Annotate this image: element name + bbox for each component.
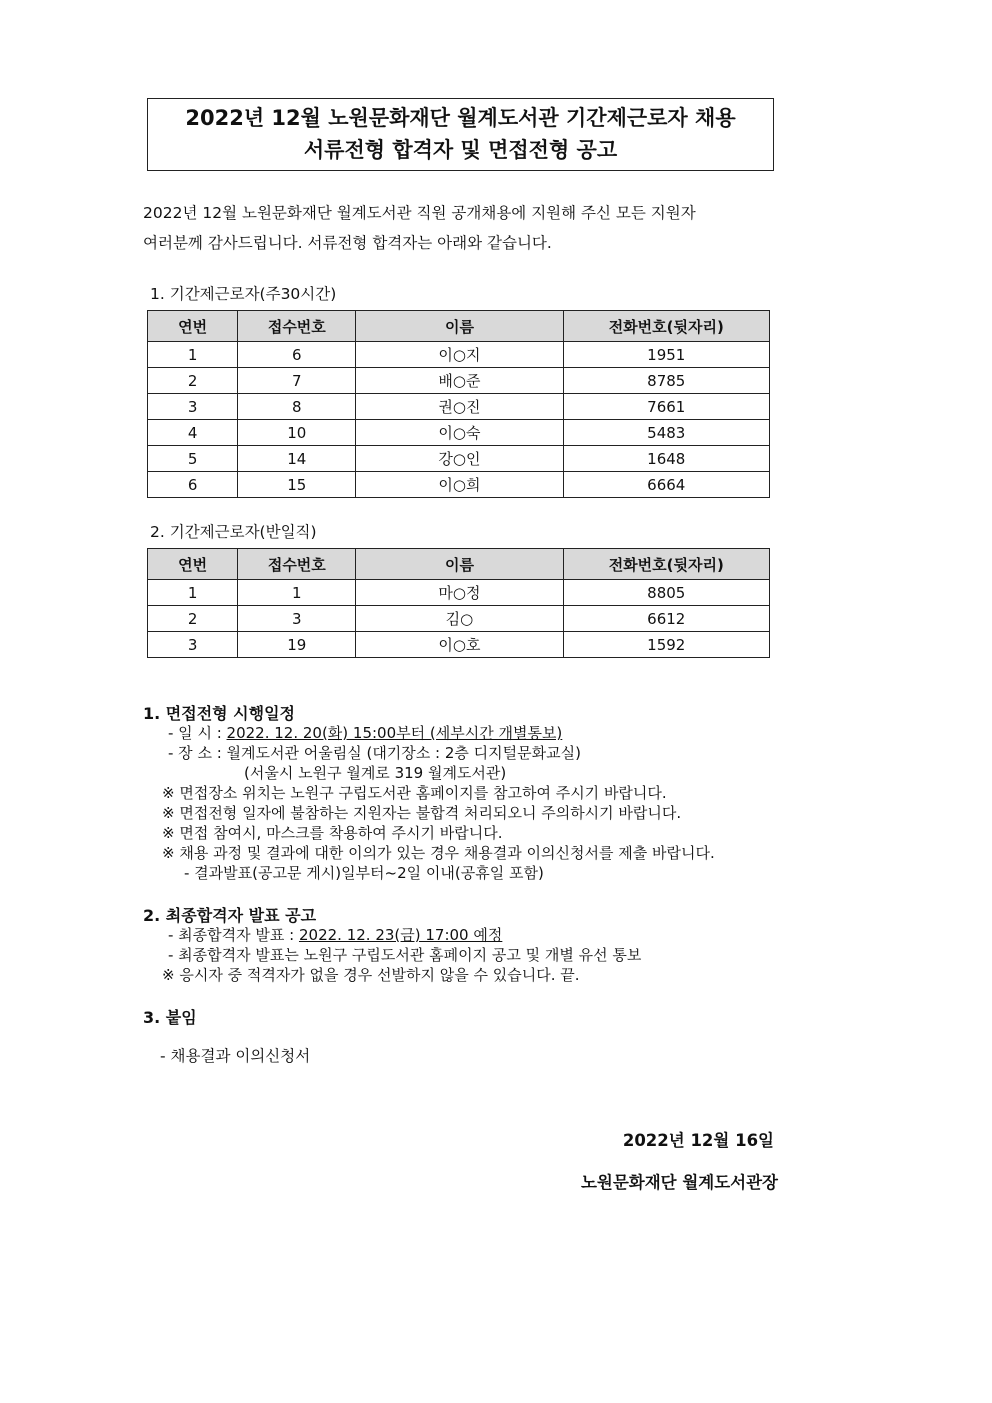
- cell-no: 5: [148, 446, 238, 472]
- table-row: [148, 632, 770, 658]
- cell-receipt: 10: [238, 420, 356, 446]
- attach-heading: 3. 붙임: [143, 1008, 197, 1027]
- interview-place: - 장 소 : 월계도서관 어울림실 (대기장소 : 2층 디지털문화교실): [168, 744, 581, 762]
- intro-line-1: 2022년 12월 노원문화재단 월계도서관 직원 공개채용에 지원해 주신 모든 지원자: [143, 204, 696, 222]
- cell-no: 3: [148, 632, 238, 658]
- signature-date: 2022년 12월 16일: [622, 1131, 774, 1150]
- interview-heading: 1. 면접전형 시행일정: [143, 704, 295, 723]
- cell-name: 이○숙: [356, 420, 563, 446]
- table-row: [148, 420, 770, 446]
- cell-name: 배○준: [356, 368, 563, 394]
- cell-receipt: 1: [238, 580, 356, 606]
- signature-issuer: 노원문화재단 월계도서관장: [580, 1173, 778, 1192]
- cell-no: 4: [148, 420, 238, 446]
- table-row: [148, 394, 770, 420]
- col-header-name: 이름: [356, 549, 563, 580]
- table-row: [148, 472, 770, 498]
- cell-phone: 5483: [563, 420, 769, 446]
- interview-address: (서울시 노원구 월계로 319 월계도서관): [244, 764, 507, 782]
- cell-name: 이○호: [356, 632, 563, 658]
- cell-phone: 6612: [563, 606, 769, 632]
- final-date-value: 2022. 12. 23(금) 17:00 예정: [298, 926, 503, 944]
- cell-phone: 6664: [563, 472, 769, 498]
- cell-phone: 8785: [563, 368, 769, 394]
- cell-phone: 1951: [563, 342, 769, 368]
- cell-no: 1: [148, 580, 238, 606]
- cell-no: 2: [148, 606, 238, 632]
- final-note: ※ 응시자 중 적격자가 없을 경우 선발하지 않을 수 있습니다. 끝.: [162, 966, 580, 984]
- col-header-receipt: 접수번호: [238, 549, 356, 580]
- col-header-no: 연번: [148, 311, 238, 342]
- intro-line-2: 여러분께 감사드립니다. 서류전형 합격자는 아래와 같습니다.: [143, 234, 552, 252]
- interview-note-5: - 결과발표(공고문 게시)일부터~2일 이내(공휴일 포함): [184, 864, 544, 882]
- table1-label: 1. 기간제근로자(주30시간): [150, 285, 337, 303]
- interview-date-value: 2022. 12. 20(화) 15:00부터 (세부시간 개별통보): [226, 724, 563, 742]
- col-header-receipt: 접수번호: [238, 311, 356, 342]
- document-title: [147, 98, 774, 171]
- cell-phone: 1648: [563, 446, 769, 472]
- cell-phone: 7661: [563, 394, 769, 420]
- col-header-no: 연번: [148, 549, 238, 580]
- interview-date-line: [168, 723, 562, 743]
- final-heading: 2. 최종합격자 발표 공고: [143, 906, 317, 925]
- cell-no: 3: [148, 394, 238, 420]
- cell-name: 마○정: [356, 580, 563, 606]
- cell-receipt: 15: [238, 472, 356, 498]
- cell-name: 김○: [356, 606, 563, 632]
- table-row: [148, 580, 770, 606]
- table-row: [148, 368, 770, 394]
- cell-phone: 8805: [563, 580, 769, 606]
- interview-note-4: ※ 채용 과정 및 결과에 대한 이의가 있는 경우 채용결과 이의신청서를 제출 바랍니다.: [162, 844, 715, 862]
- intro-paragraph: [143, 198, 783, 258]
- interview-note-2: ※ 면접전형 일자에 불참하는 지원자는 불합격 처리되오니 주의하시기 바랍니다.: [162, 804, 682, 822]
- cell-no: 2: [148, 368, 238, 394]
- table-row: [148, 342, 770, 368]
- cell-receipt: 7: [238, 368, 356, 394]
- cell-no: 1: [148, 342, 238, 368]
- col-header-name: 이름: [356, 311, 563, 342]
- col-header-phone: 전화번호(뒷자리): [563, 311, 769, 342]
- title-line-1: 2022년 12월 노원문화재단 월계도서관 기간제근로자 채용: [185, 106, 736, 130]
- table-row: [148, 446, 770, 472]
- cell-phone: 1592: [563, 632, 769, 658]
- cell-receipt: 14: [238, 446, 356, 472]
- cell-name: 이○지: [356, 342, 563, 368]
- title-line-2: 서류전형 합격자 및 면접전형 공고: [303, 138, 618, 162]
- interview-note-3: ※ 면접 참여시, 마스크를 착용하여 주시기 바랍니다.: [162, 824, 503, 842]
- cell-receipt: 6: [238, 342, 356, 368]
- final-line-2: - 최종합격자 발표는 노원구 구립도서관 홈페이지 공고 및 개별 유선 통보: [168, 946, 642, 964]
- interview-note-1: ※ 면접장소 위치는 노원구 구립도서관 홈페이지를 참고하여 주시기 바랍니다.: [162, 784, 667, 802]
- table-fulltime-30h: [147, 310, 770, 498]
- table-halfday: [147, 548, 770, 658]
- cell-name: 권○진: [356, 394, 563, 420]
- cell-name: 강○인: [356, 446, 563, 472]
- cell-no: 6: [148, 472, 238, 498]
- col-header-phone: 전화번호(뒷자리): [563, 549, 769, 580]
- cell-name: 이○희: [356, 472, 563, 498]
- interview-date-prefix: - 일 시 :: [168, 724, 227, 742]
- cell-receipt: 8: [238, 394, 356, 420]
- final-date-prefix: - 최종합격자 발표 :: [168, 926, 299, 944]
- table2-label: 2. 기간제근로자(반일직): [150, 523, 317, 541]
- attach-item: - 채용결과 이의신청서: [160, 1047, 311, 1065]
- final-date-line: [168, 925, 502, 945]
- cell-receipt: 3: [238, 606, 356, 632]
- table-header-row: [148, 311, 770, 342]
- cell-receipt: 19: [238, 632, 356, 658]
- table-row: [148, 606, 770, 632]
- table-header-row: [148, 549, 770, 580]
